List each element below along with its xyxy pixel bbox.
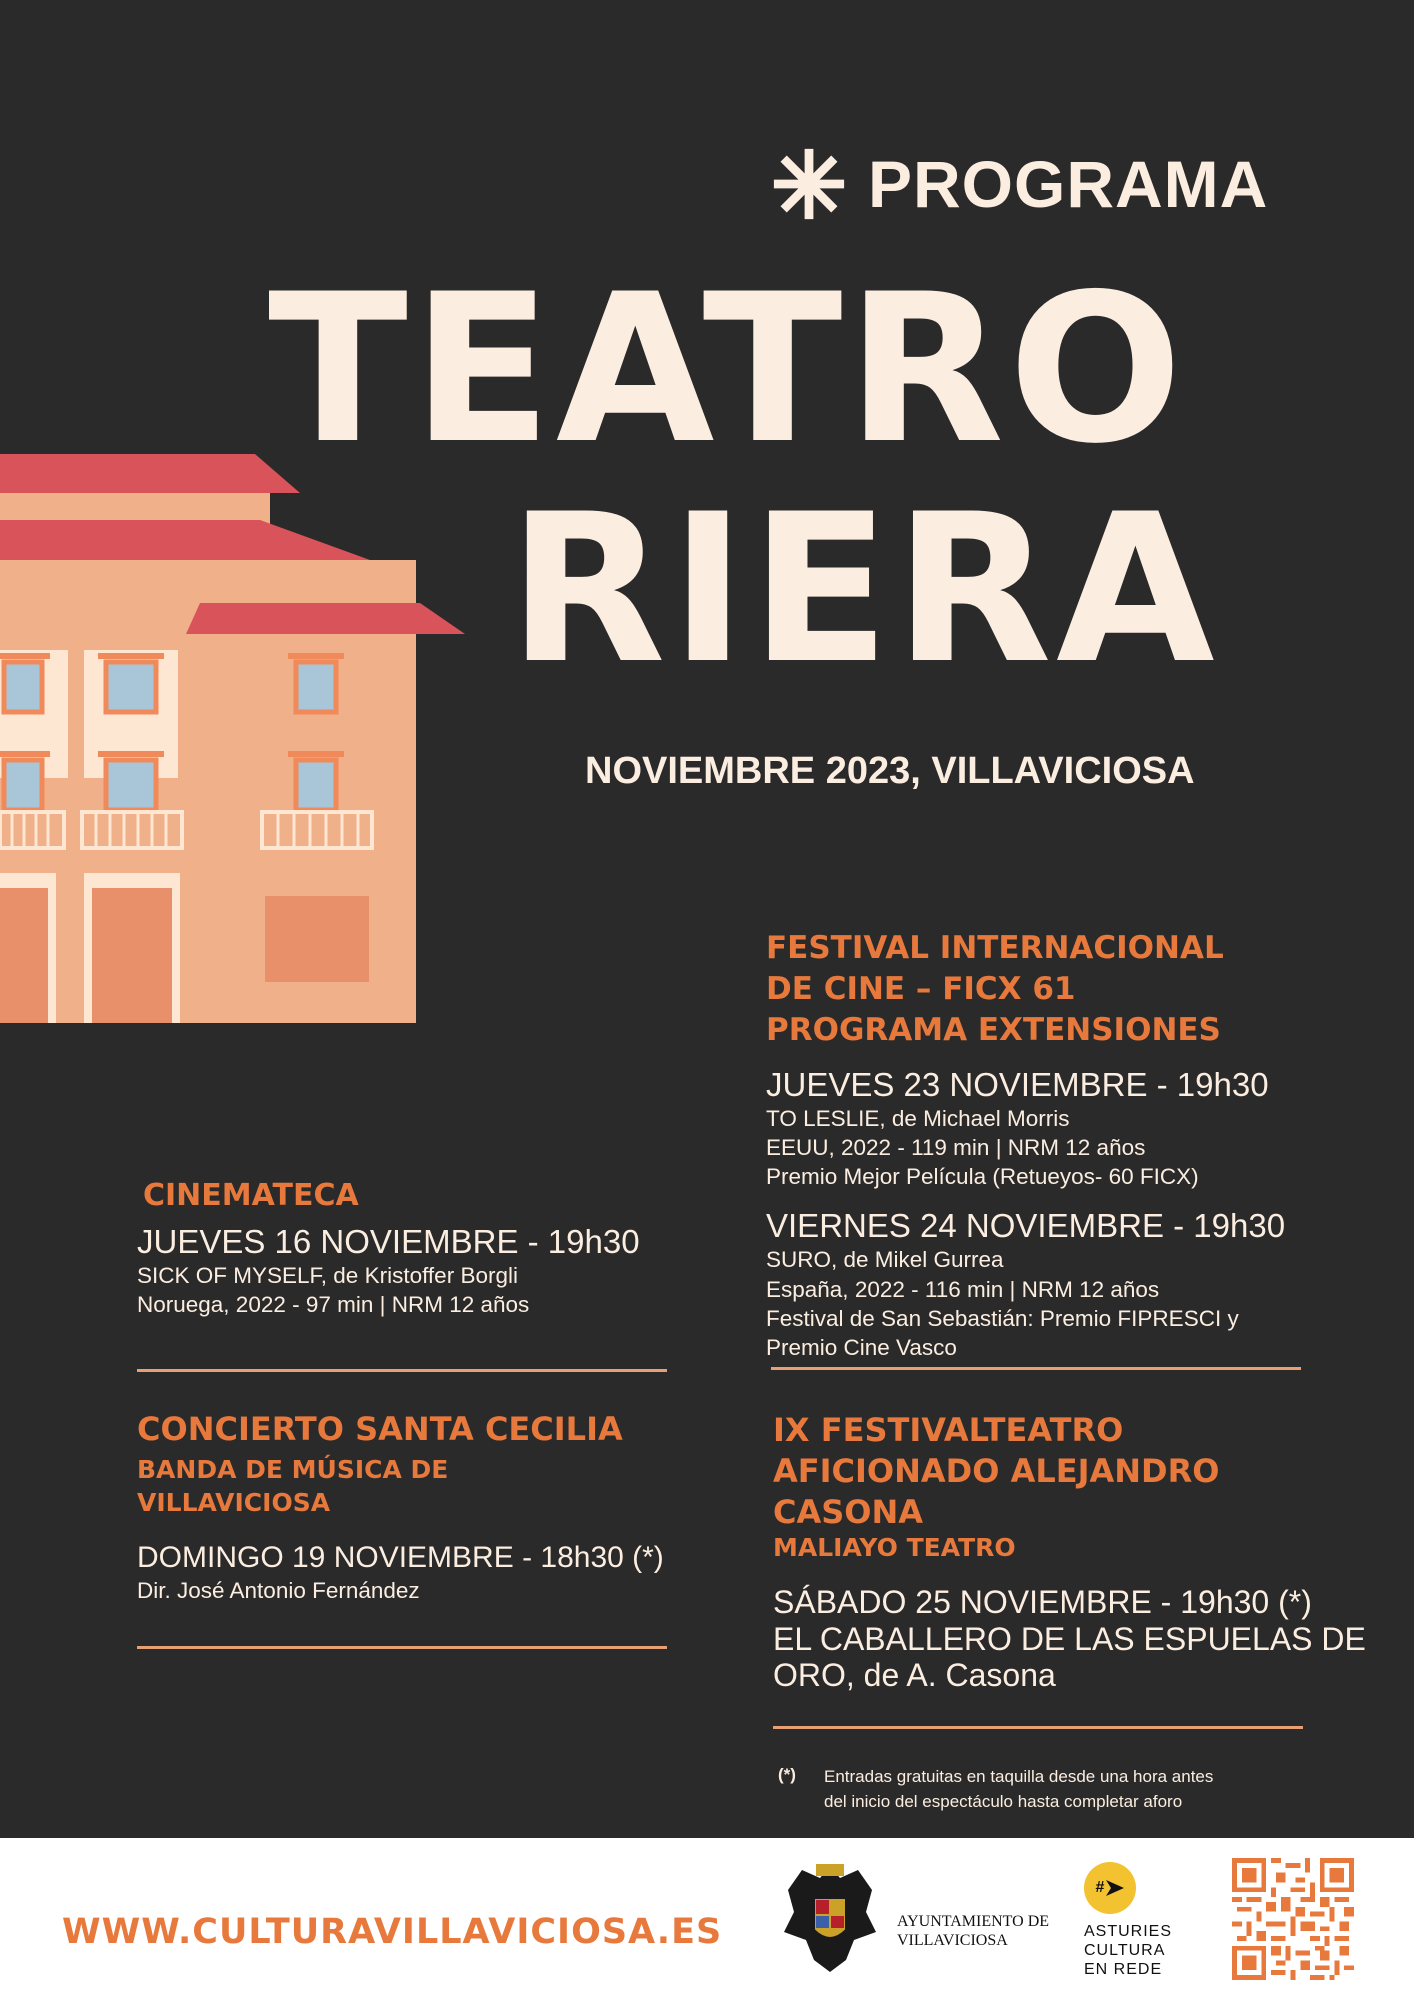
concierto-section — [137, 1410, 664, 1605]
ficx-title-line: FESTIVAL INTERNACIONAL — [766, 930, 1224, 966]
event-date: DOMINGO 19 NOVIEMBRE - 18h30 (*) — [137, 1541, 664, 1574]
ficx-title-line: DE CINE – FICX 61 — [766, 971, 1076, 1008]
event-line: ORO, de A. Casona — [773, 1657, 1056, 1694]
asturies-logo-icon — [1084, 1862, 1136, 1914]
asturies-line: EN REDE — [1084, 1961, 1163, 1979]
divider — [771, 1367, 1301, 1370]
festivalteatro-title-line: IX FESTIVALTEATRO — [773, 1411, 1124, 1449]
arrow-icon — [1106, 1880, 1124, 1896]
concierto-subtitle — [137, 1454, 664, 1519]
ficx-section — [766, 928, 1285, 1362]
cinemateca-section — [137, 1178, 640, 1319]
title-teatro: TEATRO — [268, 251, 1187, 489]
note-text — [824, 1765, 1213, 1814]
programa-label: PROGRAMA — [868, 147, 1269, 221]
subtitle-date-location: NOVIEMBRE 2023, VILLAVICIOSA — [585, 750, 1195, 792]
event-line: TO LESLIE, de Michael Morris — [766, 1105, 1070, 1131]
asturies-badge-label: # — [1095, 1879, 1105, 1896]
festivalteatro-section — [773, 1410, 1366, 1694]
ayuntamiento-line: VILLAVICIOSA — [897, 1932, 1008, 1950]
event-line: EEUU, 2022 - 119 min | NRM 12 años — [766, 1134, 1146, 1160]
note-mark: (*) — [778, 1765, 796, 1784]
concierto-subtitle-line: VILLAVICIOSA — [137, 1487, 331, 1517]
ficx-event-1 — [766, 1066, 1285, 1192]
event-line: Noruega, 2022 - 97 min | NRM 12 años — [137, 1292, 530, 1318]
asturies-label — [1084, 1922, 1172, 1980]
concierto-title: CONCIERTO SANTA CECILIA — [137, 1410, 623, 1448]
event-line: Premio Cine Vasco — [766, 1335, 957, 1361]
event-date: SÁBADO 25 NOVIEMBRE - 19h30 (*) — [773, 1583, 1312, 1620]
event-line: Premio Mejor Película (Retueyos- 60 FICX) — [766, 1164, 1199, 1190]
divider — [137, 1646, 667, 1649]
divider — [773, 1726, 1303, 1729]
asturies-line: ASTURIES — [1084, 1923, 1173, 1940]
divider — [137, 1369, 667, 1372]
programa-heading — [770, 145, 1268, 223]
ficx-event-2 — [766, 1207, 1285, 1362]
event-date: JUEVES 23 NOVIEMBRE - 19h30 — [766, 1065, 1269, 1103]
ficx-title — [766, 928, 1285, 1052]
ficx-title-line: PROGRAMA EXTENSIONES — [766, 1012, 1221, 1049]
coat-of-arms-icon — [780, 1860, 880, 1978]
ayuntamiento-line: AYUNTAMIENTO DE — [897, 1913, 1050, 1930]
theater-building-illustration — [0, 448, 470, 1023]
event-line: EL CABALLERO DE LAS ESPUELAS DE — [773, 1620, 1366, 1657]
festivalteatro-title-line: CASONA — [773, 1492, 924, 1531]
festivalteatro-title-line: AFICIONADO ALEJANDRO — [773, 1451, 1220, 1490]
event-line: España, 2022 - 116 min | NRM 12 años — [766, 1276, 1160, 1302]
event-date: JUEVES 16 NOVIEMBRE - 19h30 — [137, 1223, 640, 1260]
festivalteatro-title — [773, 1410, 1366, 1533]
event-line: Dir. José Antonio Fernández — [137, 1577, 420, 1603]
asturies-line: CULTURA — [1084, 1942, 1166, 1960]
event-date: VIERNES 24 NOVIEMBRE - 19h30 — [766, 1207, 1286, 1245]
asterisk-icon — [770, 145, 848, 223]
cinemateca-title: CINEMATECA — [143, 1178, 359, 1213]
concierto-subtitle-line: BANDA DE MÚSICA DE — [137, 1455, 449, 1484]
event-line: Festival de San Sebastián: Premio FIPRESCI y — [766, 1305, 1239, 1331]
website-link[interactable]: WWW.CULTURAVILLAVICIOSA.ES — [62, 1912, 723, 1952]
note-line: del inicio del espectáculo hasta completar aforo — [824, 1791, 1183, 1811]
event-line: SICK OF MYSELF, de Kristoffer Borgli — [137, 1262, 518, 1288]
note-line: Entradas gratuitas en taquilla desde una hora antes — [824, 1767, 1214, 1786]
event-line: SURO, de Mikel Gurrea — [766, 1247, 1004, 1273]
festivalteatro-subtitle: MALIAYO TEATRO — [773, 1532, 1016, 1562]
qr-code-icon[interactable] — [1232, 1858, 1354, 1980]
ayuntamiento-label — [897, 1912, 1049, 1950]
title-riera: RIERA — [508, 471, 1219, 709]
